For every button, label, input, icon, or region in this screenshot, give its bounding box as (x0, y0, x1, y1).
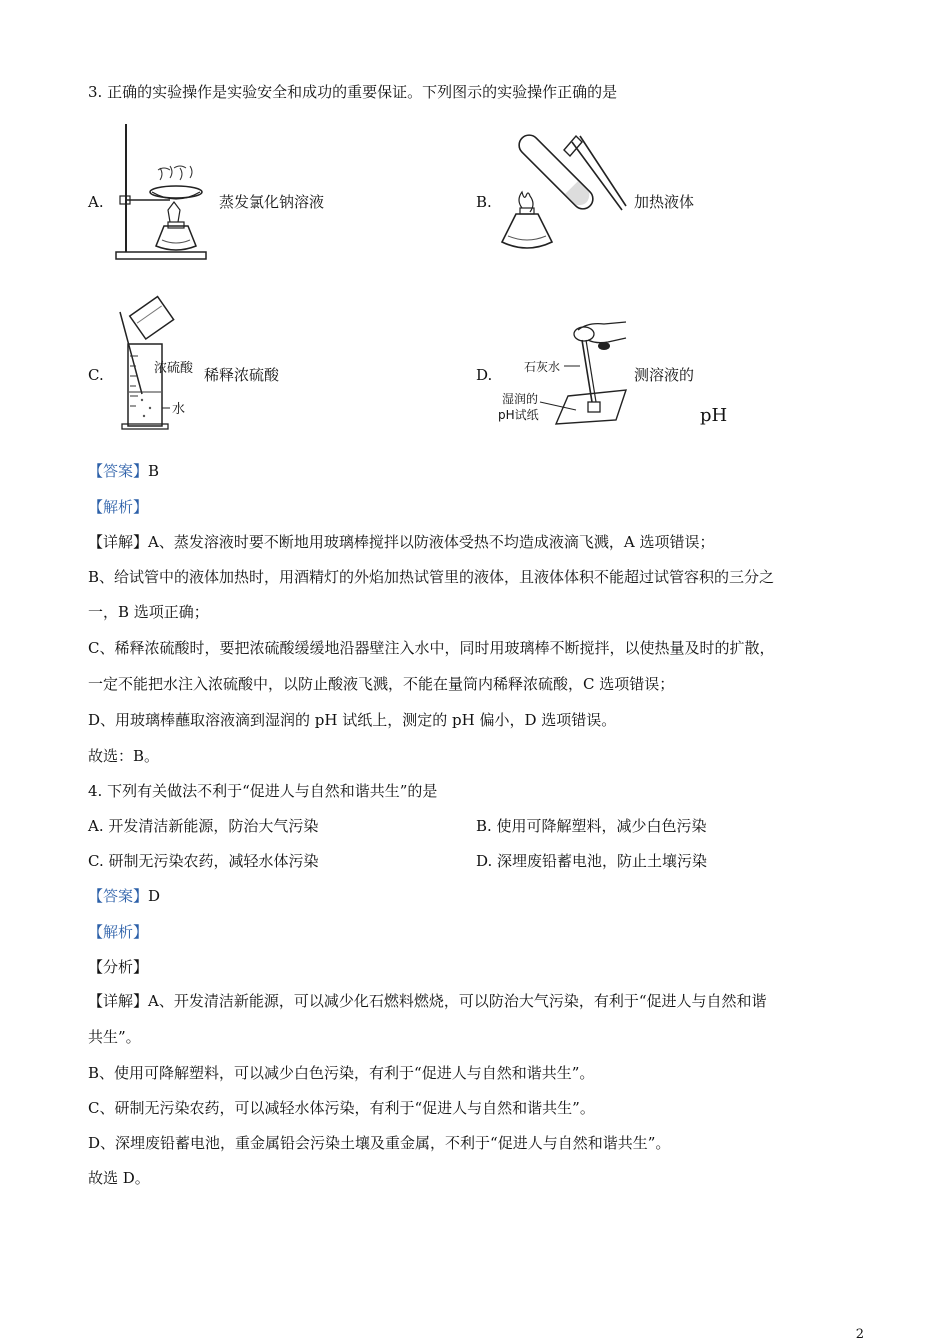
q3-option-d-caption-ph: pH (700, 405, 728, 426)
q4-detail-line-3: C、研制无污染农药，可以减轻水体污染，有利于“促进人与自然和谐共生”。 (88, 1099, 595, 1117)
q3-conclusion: 故选：B。 (88, 747, 160, 765)
q4-option-c: C. 研制无污染农药，减轻水体污染 (88, 852, 319, 870)
page-number: 2 (855, 1327, 864, 1342)
q3-detail-line-3: C、稀释浓硫酸时，要把浓硫酸缓缓地沿器壁注入水中，同时用玻璃棒不断搅拌，以使热量及时的扩散， (88, 639, 775, 657)
ph-test-figure (496, 318, 631, 430)
ph-paper-label: pH试纸 (498, 408, 539, 422)
q3-answer-tag: 【答案】 (88, 462, 149, 480)
q3-option-b-letter: B. (476, 193, 492, 211)
q4-detail-line-4: D、深埋废铅蓄电池，重金属铅会污染土壤及重金属，不利于“促进人与自然和谐共生”。 (88, 1134, 671, 1152)
q3-option-c-caption: 稀释浓硫酸 (204, 366, 280, 384)
q3-stem: 3. 正确的实验操作是实验安全和成功的重要保证。下列图示的实验操作正确的是 (88, 83, 618, 101)
q3-detail-line-1: B、给试管中的液体加热时，用酒精灯的外焰加热试管里的液体，且液体体积不能超过试管容积的三分之 (88, 568, 775, 586)
q3-answer: B (148, 462, 160, 480)
q4-option-d: D. 深埋废铅蓄电池，防止土壤污染 (476, 852, 708, 870)
q3-option-d-letter: D. (476, 366, 493, 384)
q3-answer-line (88, 461, 159, 481)
water-label: 水 (172, 402, 186, 417)
q4-detail-line-1: 共生”。 (88, 1028, 141, 1046)
q4-option-b: B. 使用可降解塑料，减少白色污染 (476, 817, 707, 835)
q4-detail-line-0 (88, 991, 767, 1011)
q4-analysis-tag: 【解析】 (88, 923, 149, 941)
q4-answer: D (148, 887, 161, 905)
limewater-label: 石灰水 (524, 360, 561, 374)
heating-liquid-figure (494, 124, 629, 259)
q4-answer-tag: 【答案】 (88, 887, 149, 905)
q3-option-a-caption: 蒸发氯化钠溶液 (219, 193, 325, 211)
dilute-sulfuric-acid-figure (116, 300, 202, 432)
q3-option-c-letter: C. (88, 366, 104, 384)
q3-option-a-letter: A. (88, 193, 104, 211)
q3-analysis-tag: 【解析】 (88, 498, 149, 516)
evaporation-apparatus-figure (108, 122, 208, 262)
conc-sulfuric-acid-label: 浓硫酸 (154, 361, 194, 376)
q3-option-b-caption: 加热液体 (634, 193, 695, 211)
q3-option-d-caption: 测溶液的 (634, 366, 695, 384)
q3-detail-tag: 【详解】 (88, 533, 149, 551)
q4-detail-text-a: A、开发清洁新能源，可以减少化石燃料燃烧，可以防治大气污染，有利于“促进人与自然和谐 (148, 992, 767, 1010)
q3-detail-line-4: 一定不能把水注入浓硫酸中，以防止酸液飞溅，不能在量筒内稀释浓硫酸，C 选项错误； (88, 675, 675, 693)
q3-detail-text-a: A、蒸发溶液时要不断地用玻璃棒搅拌以防液体受热不均造成液滴飞溅，A 选项错误； (148, 533, 715, 551)
q4-option-a: A. 开发清洁新能源，防治大气污染 (88, 817, 319, 835)
q4-detail-line-2: B、使用可降解塑料，可以减少白色污染，有利于“促进人与自然和谐共生”。 (88, 1064, 595, 1082)
q3-detail-line-0 (88, 532, 714, 552)
q3-detail-line-2: 一，B 选项正确； (88, 603, 209, 621)
moist-label: 湿润的 (502, 392, 539, 406)
q4-stem: 4. 下列有关做法不利于“促进人与自然和谐共生”的是 (88, 782, 438, 800)
q3-detail-line-5: D、用玻璃棒蘸取溶液滴到湿润的 pH 试纸上，测定的 pH 偏小，D 选项错误。 (88, 711, 617, 729)
q4-conclusion: 故选 D。 (88, 1169, 150, 1187)
q4-answer-line (88, 886, 160, 906)
q4-detail-tag: 【详解】 (88, 992, 149, 1010)
q4-fenxi-tag: 【分析】 (88, 958, 149, 976)
